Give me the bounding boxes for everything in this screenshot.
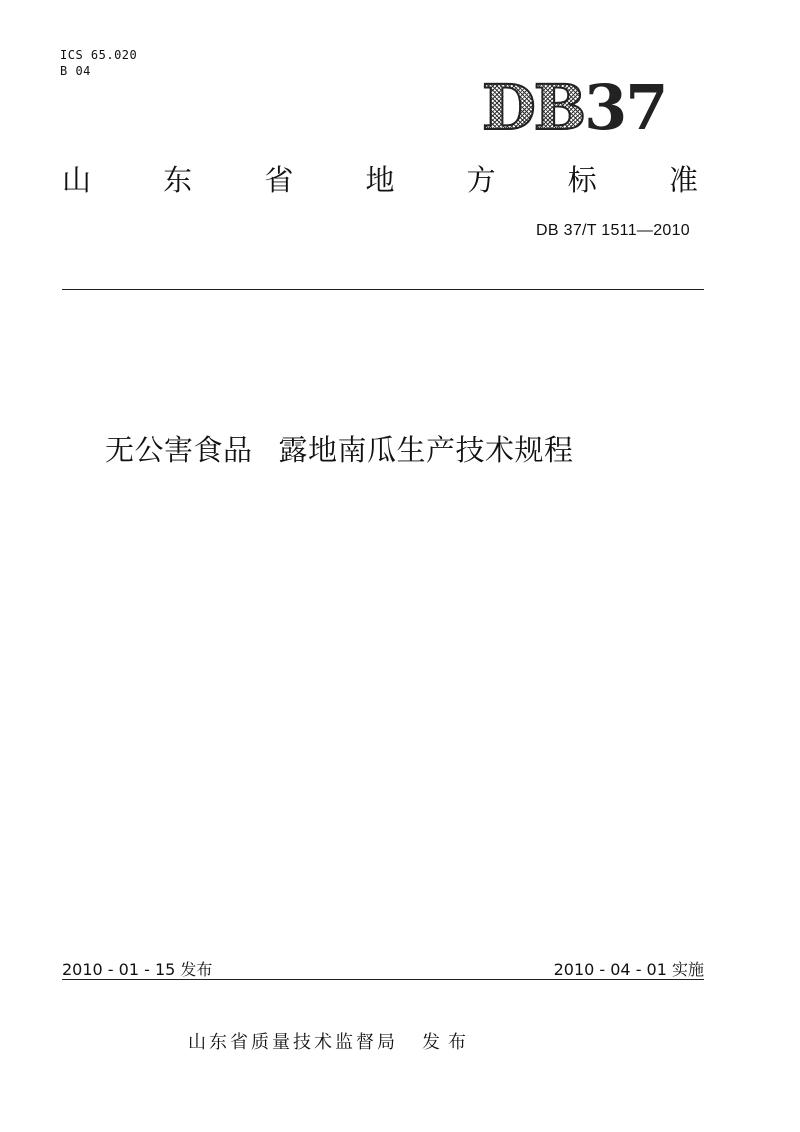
ccs-code: B 04 <box>60 64 91 78</box>
issue-date: 2010 - 01 - 15 发布 <box>62 960 213 979</box>
logo-37: 37 <box>584 71 667 144</box>
standard-type-char: 准 <box>668 163 698 197</box>
issuer-action: 发布 <box>422 1032 474 1053</box>
standard-type-char: 地 <box>365 163 395 197</box>
document-title-part2: 露地南瓜生产技术规程 <box>278 433 574 467</box>
standard-type-char: 方 <box>466 163 496 197</box>
issuer-line <box>188 1028 474 1054</box>
standard-type-heading <box>62 160 698 200</box>
effective-date: 2010 - 04 - 01 实施 <box>553 960 704 979</box>
document-title <box>105 430 574 470</box>
standard-code: DB 37/T 1511—2010 <box>536 222 690 239</box>
standard-type-char: 省 <box>264 163 294 197</box>
document-title-part1: 无公害食品 <box>105 433 253 467</box>
top-divider <box>62 289 704 290</box>
bottom-divider <box>62 979 704 980</box>
standard-type-char: 东 <box>163 163 193 197</box>
standard-type-char: 标 <box>567 163 597 197</box>
standard-type-char: 山 <box>62 163 92 197</box>
ics-code: ICS 65.020 <box>60 48 138 62</box>
logo-db: DB <box>482 71 585 144</box>
db37-logo <box>482 71 692 144</box>
classification-block <box>60 47 137 79</box>
issuer-name: 山东省质量技术监督局 <box>188 1032 398 1053</box>
